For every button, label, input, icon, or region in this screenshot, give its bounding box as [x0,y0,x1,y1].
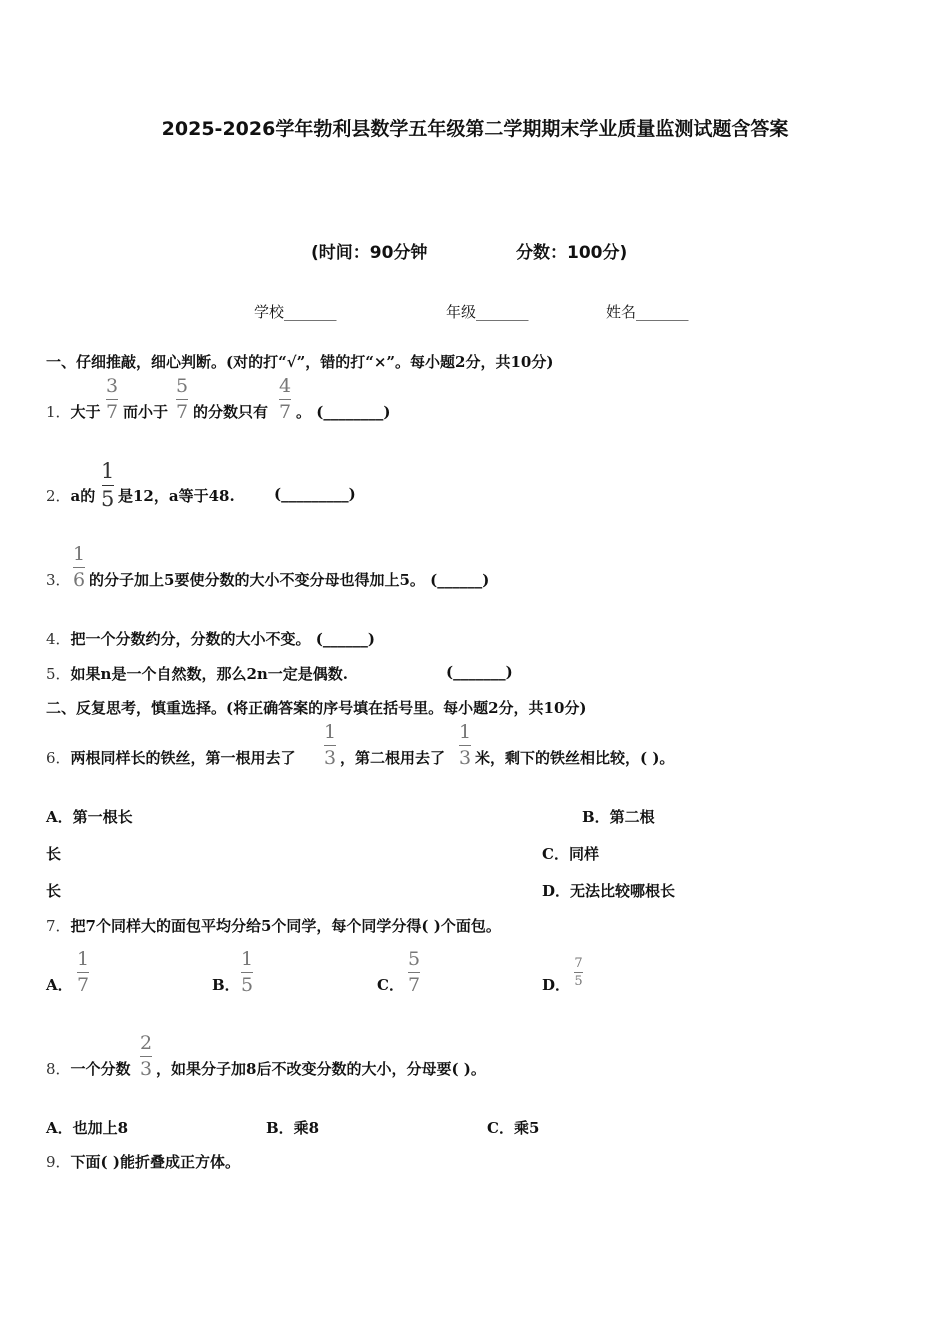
fraction: 1 5 [241,948,254,996]
name-field[interactable]: 姓名_______ [606,303,689,321]
section-2-heading: 二、反复思考，慎重选择。(将正确答案的序号填在括号里。每小题2分，共10分) [46,699,587,717]
exam-score: 分数：100分) [516,243,628,263]
question-text: 的分数只有 [193,403,269,421]
fraction: 1 3 [459,721,472,769]
fraction: 7 5 [574,956,583,989]
question-text: 下面( )能折叠成正方体。 [70,1153,240,1171]
question-number: 8． [46,1060,71,1078]
option-b[interactable]: B．第二根 [582,808,655,826]
question-text: 的分子加上5要使分数的大小不变分母也得加上5。 (______) [89,571,490,589]
question-text: 把7个同样大的面包平均分给5个同学，每个同学分得( )个面包。 [70,917,501,935]
question-text: ，第二根用去了 [340,749,446,767]
answer-blank[interactable]: (_________) [274,485,356,503]
question-number: 1． [46,403,71,421]
question-text: a的 [70,487,96,505]
question-number: 6． [46,749,71,767]
fraction: 5 7 [408,948,421,996]
option-c-cont: 长 [46,882,62,900]
option-b-cont: 长 [46,845,62,863]
fraction: 1 5 [101,459,115,511]
question-number: 2． [46,487,71,505]
answer-blank[interactable]: 。 (________) [296,403,391,421]
option-d[interactable]: D．无法比较哪根长 [542,882,676,900]
question-text: ，如果分子加8后不改变分数的大小，分母要( )。 [156,1060,486,1078]
fraction: 3 7 [106,375,119,423]
question-text: 是12，a等于48. [118,487,235,505]
fraction: 1 3 [324,721,337,769]
grade-field[interactable]: 年级_______ [446,303,529,321]
option-a[interactable]: A．也加上8 [46,1119,129,1137]
fraction: 2 3 [140,1032,153,1080]
section-1-heading: 一、仔细推敲，细心判断。(对的打“√”，错的打“×”。每小题2分，共10分) [46,353,554,371]
question-number: 9． [46,1153,71,1171]
option-c[interactable]: C．同样 [542,845,599,863]
question-number: 4． [46,630,71,648]
question-4 [46,628,375,649]
fraction: 1 6 [73,543,86,591]
question-text: 如果n是一个自然数，那么2n一定是偶数. [70,665,349,683]
option-b[interactable]: B．乘8 [266,1119,320,1137]
option-c[interactable]: C． [377,976,404,994]
option-a[interactable]: A．第一根长 [46,808,133,826]
page-title: 2025-2026学年勃利县数学五年级第二学期期末学业质量监测试题含答案 [161,118,789,140]
option-c[interactable]: C．乘5 [487,1119,540,1137]
school-field[interactable]: 学校_______ [254,303,337,321]
option-b[interactable]: B． [212,976,240,994]
answer-blank[interactable]: (_______) [446,663,513,681]
question-number: 3． [46,571,71,589]
question-text: 大于 [70,403,101,421]
exam-time: (时间：90分钟 [311,243,428,263]
option-a[interactable]: A． [46,976,73,994]
question-9 [46,1151,240,1172]
fraction: 5 7 [176,375,189,423]
question-text: 把一个分数约分，分数的大小不变。 (______) [70,630,375,648]
option-d[interactable]: D． [542,976,571,994]
fraction: 4 7 [279,375,292,423]
question-number: 5． [46,665,71,683]
question-text: 米，剩下的铁丝相比较，( )。 [475,749,675,767]
question-text: 而小于 [123,403,169,421]
question-text: 一个分数 [70,1060,131,1078]
question-number: 7． [46,917,71,935]
fraction: 1 7 [77,948,90,996]
question-text: 两根同样长的铁丝，第一根用去了 [70,749,296,767]
